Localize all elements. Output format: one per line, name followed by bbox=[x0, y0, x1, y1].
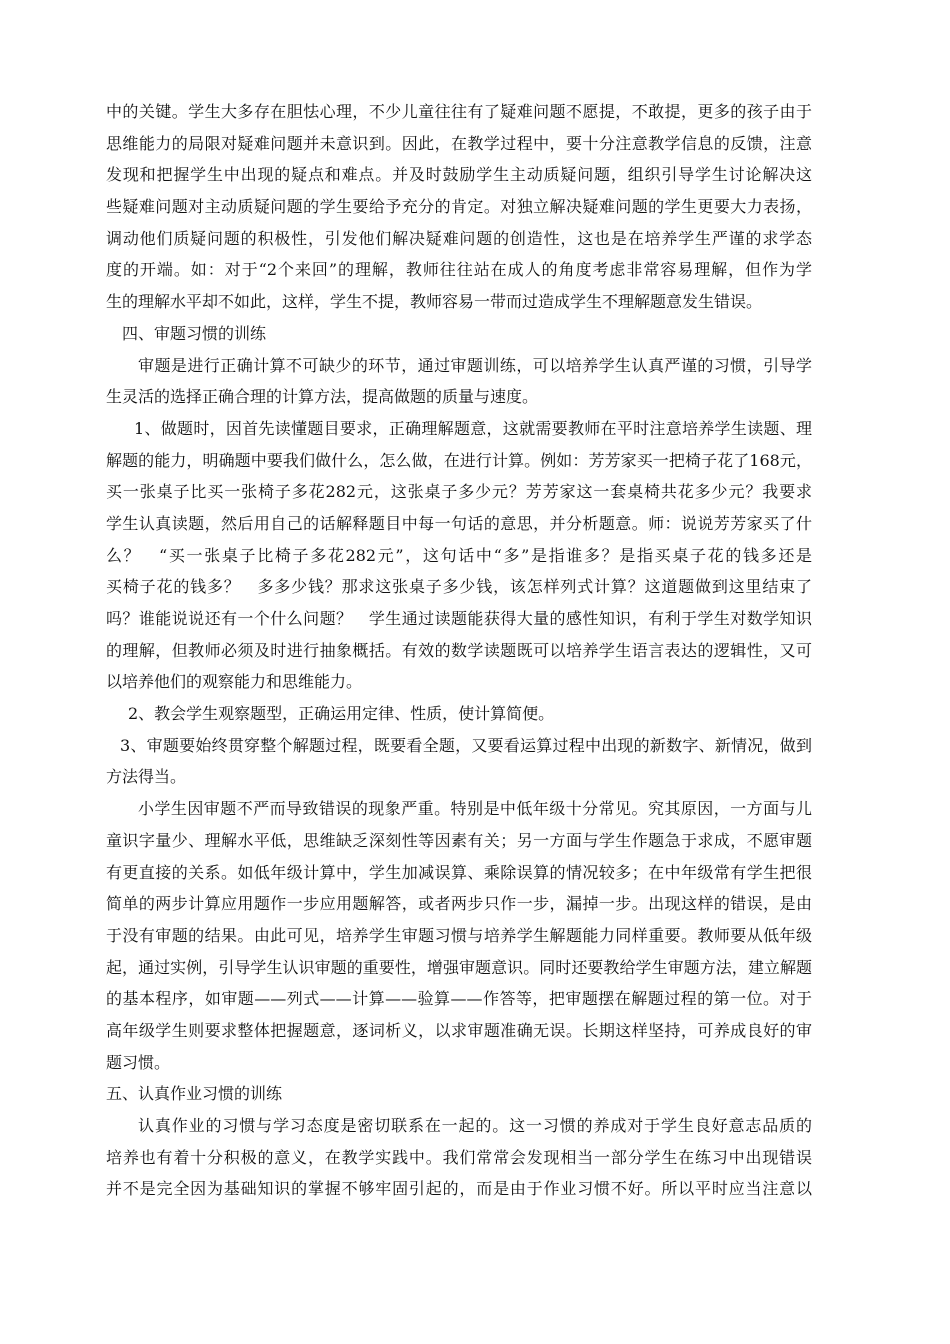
text-line: 生的理解水平却不如此，这样，学生不提，教师容易一带而过造成学生不理解题意发生错误。 bbox=[106, 292, 763, 312]
document-body bbox=[106, 96, 812, 1205]
text-line: 些疑难问题对主动质疑问题的学生要给予充分的肯定。对独立解决疑难问题的学生更要大力表扬， bbox=[106, 197, 812, 217]
text-line: 方法得当。 bbox=[106, 767, 187, 787]
text-line: 调动他们质疑问题的积极性，引发他们解决疑难问题的创造性，这也是在培养学生严谨的求学态 bbox=[106, 228, 812, 248]
text-line: 起，通过实例，引导学生认识审题的重要性，增强审题意识。同时还要教给学生审题方法，建立解题 bbox=[106, 957, 812, 977]
text-line: 吗？谁能说说还有一个什么问题？ 学生通过读题能获得大量的感性知识，有利于学生对数学知识 bbox=[106, 609, 812, 628]
text-line: 发现和把握学生中出现的疑点和难点。并及时鼓励学生主动质疑问题，组织引导学生讨论解决这 bbox=[106, 165, 812, 185]
text-line: 并不是完全因为基础知识的掌握不够牢固引起的，而是由于作业习惯不好。所以平时应当注意以 bbox=[106, 1179, 812, 1199]
text-line: 小学生因审题不严而导致错误的现象严重。特别是中低年级十分常见。究其原因，一方面与儿 bbox=[138, 799, 812, 819]
paragraph-item-3 bbox=[106, 730, 812, 793]
text-line: 买椅子花的钱多？ 多多少钱？那求这张桌子多少钱，该怎样列式计算？这道题做到这里结束了 bbox=[106, 577, 812, 597]
text-line: 以培养他们的观察能力和思维能力。 bbox=[106, 672, 363, 692]
text-line: 于没有审题的结果。由此可见，培养学生审题习惯与培养学生解题能力同样重要。教师要从低年级 bbox=[106, 925, 812, 945]
paragraph-item-2: 2、教会学生观察题型，正确运用定律、性质，使计算简便。 bbox=[128, 704, 555, 724]
section-heading-4: 四、审题习惯的训练 bbox=[122, 323, 267, 343]
section-heading-5: 五、认真作业习惯的训练 bbox=[106, 1084, 283, 1104]
text-line: 童识字量少、理解水平低，思维缺乏深刻性等因素有关；另一方面与学生作题急于求成，不愿审题 bbox=[106, 830, 812, 850]
text-line: 题习惯。 bbox=[106, 1052, 171, 1072]
text-line: 高年级学生则要求整体把握题意，逐词析义，以求审题准确无误。长期这样坚持，可养成良好的审 bbox=[106, 1020, 812, 1040]
text-line: 买一张桌子比买一张椅子多花282元，这张桌子多少元？芳芳家这一套桌椅共花多少元？我要求 bbox=[106, 482, 812, 502]
text-line: 培养也有着十分积极的意义，在教学实践中。我们常常会发现相当一部分学生在练习中出现错误 bbox=[106, 1147, 812, 1167]
text-line: 审题是进行正确计算不可缺少的环节，通过审题训练，可以培养学生认真严谨的习惯，引导学 bbox=[138, 355, 812, 375]
text-line: 学生认真读题，然后用自己的话解释题目中每一句话的意思，并分析题意。师：说说芳芳家买了什 bbox=[106, 513, 812, 533]
text-line: 度的开端。如：对于“2个来回”的理解，教师往往站在成人的角度考虑非常容易理解，但作为学 bbox=[106, 260, 812, 280]
text-line: 么？ “买一张桌子比椅子多花282元”，这句话中“多”是指谁多？是指买桌子花的钱多还是 bbox=[106, 545, 812, 565]
paragraph-questioning-conclusion bbox=[106, 96, 812, 318]
text-line: 1、做题时，因首先读懂题目要求，正确理解题意，这就需要教师在平时注意培养学生读题、理 bbox=[134, 418, 812, 438]
paragraph-review-errors bbox=[106, 793, 812, 1078]
text-line: 有更直接的关系。如低年级计算中，学生加减误算、乘除误算的情况较多；在中年级常有学生把很 bbox=[106, 862, 812, 882]
paragraph-item-1 bbox=[106, 413, 812, 698]
text-line: 认真作业的习惯与学习态度是密切联系在一起的。这一习惯的养成对于学生良好意志品质的 bbox=[138, 1116, 812, 1135]
text-line: 简单的两步计算应用题作一步应用题解答，或者两步只作一步，漏掉一步。出现这样的错误，是由 bbox=[106, 894, 812, 914]
text-line: 思维能力的局限对疑难问题并未意识到。因此，在教学过程中，要十分注意教学信息的反馈，注意 bbox=[106, 133, 812, 153]
text-line: 的基本程序，如审题——列式——计算——验算——作答等，把审题摆在解题过程的第一位。对于 bbox=[106, 989, 812, 1009]
text-line: 解题的能力，明确题中要我们做什么，怎么做，在进行计算。例如：芳芳家买一把椅子花了168元， bbox=[106, 450, 812, 470]
text-line: 生灵活的选择正确合理的计算方法，提高做题的质量与速度。 bbox=[106, 387, 539, 407]
text-line: 3、审题要始终贯穿整个解题过程，既要看全题，又要看运算过程中出现的新数字、新情况，做到 bbox=[120, 735, 812, 755]
text-line: 的理解，但教师必须及时进行抽象概括。有效的数学读题既可以培养学生语言表达的逻辑性，又可 bbox=[106, 640, 812, 660]
text-line: 中的关键。学生大多存在胆怯心理，不少儿童往往有了疑难问题不愿提，不敢提，更多的孩子由于 bbox=[106, 102, 812, 121]
paragraph-homework-intro bbox=[106, 1110, 812, 1205]
paragraph-review-intro bbox=[106, 350, 812, 413]
